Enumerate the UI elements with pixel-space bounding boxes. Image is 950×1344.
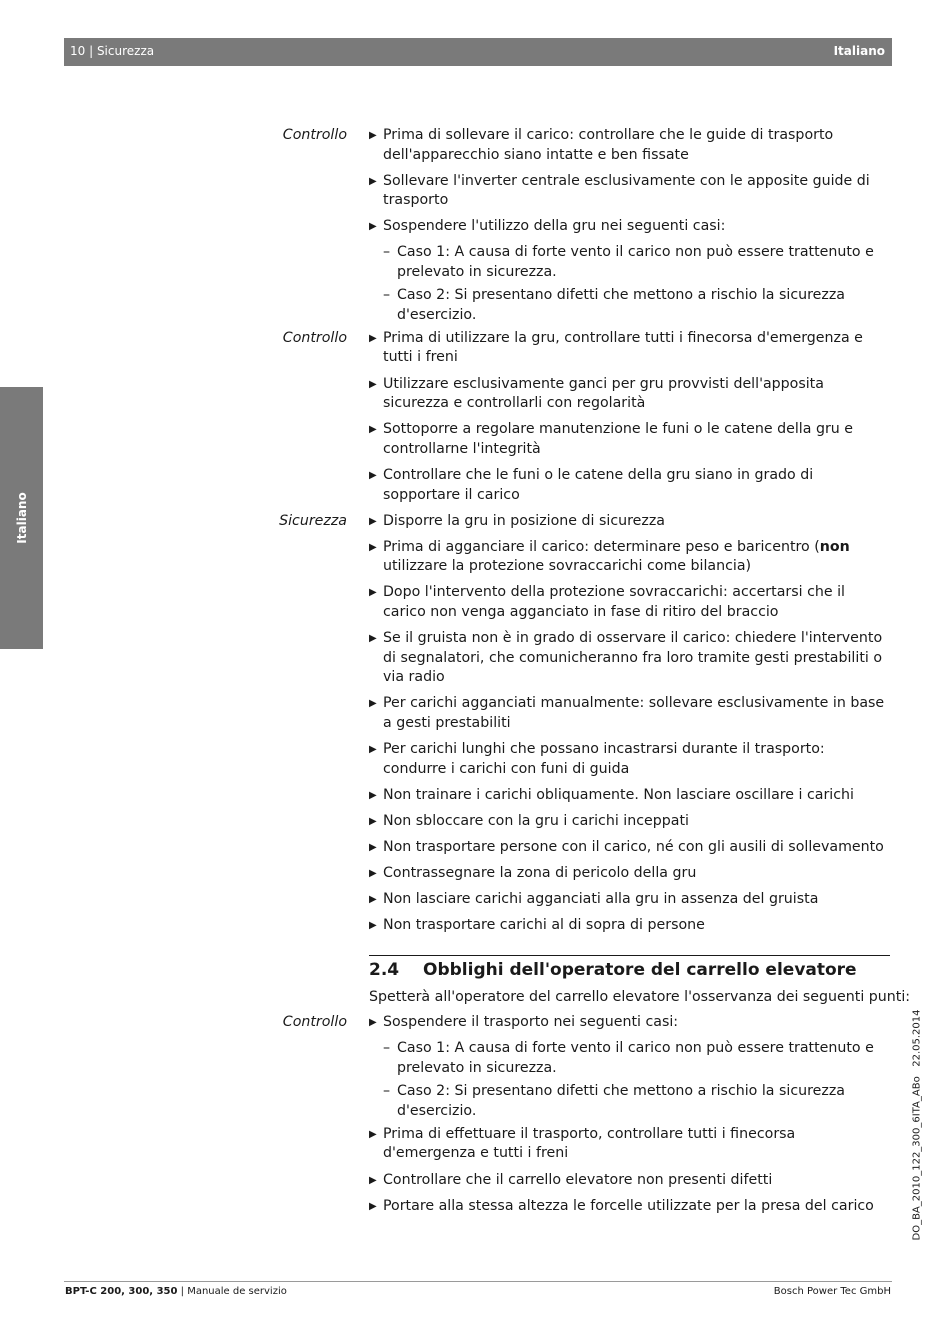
instruction-group: [0, 126, 950, 325]
list-item: ▶ Sollevare l'inverter centrale esclusivamente con le apposite guide di trasporto: [0, 172, 890, 211]
item-text-emphasis: non: [819, 538, 850, 555]
list-item: ▶ Non trasportare persone con il carico, né con gli ausili di sollevamento: [0, 838, 890, 858]
sub-list-item: – Caso 2: Si presentano difetti che mettono a rischio la sicurezza d'esercizio.: [0, 1082, 890, 1121]
section-heading: [369, 959, 950, 981]
footer-divider: [64, 1281, 892, 1282]
sub-list-item: – Caso 1: A causa di forte vento il carico non può essere trattenuto e prelevato in sicurezza.: [0, 243, 890, 282]
list-item: ▶ Non lasciare carichi agganciati alla gru in assenza del gruista: [0, 890, 890, 910]
section-divider: [369, 955, 890, 956]
page-header: [64, 38, 892, 66]
list-item: ▶ Per carichi lunghi che possano incastrarsi durante il trasporto: condurre i carichi con funi di guida: [0, 740, 890, 779]
list-item: ▶ Non trasportare carichi al di sopra di persone: [0, 916, 890, 936]
instruction-group: [0, 1013, 950, 1216]
section-number: 2.4: [369, 959, 400, 980]
section-title: Obblighi dell'operatore del carrello elevatore: [423, 959, 857, 980]
list-item: [0, 538, 890, 577]
header-section-title: 10 | Sicurezza: [70, 44, 155, 58]
group-label: Controllo: [282, 127, 347, 143]
list-item: ▶ Sottoporre a regolare manutenzione le funi o le catene della gru e controllarne l'integrità: [0, 420, 890, 459]
list-item: ▶ Non sbloccare con la gru i carichi inceppati: [0, 812, 890, 832]
header-language: Italiano: [833, 44, 885, 58]
group-label: Controllo: [282, 1014, 347, 1031]
list-item: ▶ Portare alla stessa altezza le forcelle utilizzate per la presa del carico: [0, 1197, 890, 1217]
list-item: ▶ Non trainare i carichi obliquamente. Non lasciare oscillare i carichi: [0, 786, 890, 806]
list-item: ▶ Controllare che il carrello elevatore non presenti difetti: [0, 1171, 890, 1191]
section-intro: Spetterà all'operatore del carrello elevatore l'osservanza dei seguenti punti:: [369, 988, 911, 1005]
side-tab-label: Italiano: [14, 492, 29, 544]
list-item: ▶ Se il gruista non è in grado di osservare il carico: chiedere l'intervento di segnalatori, che comunicheranno fra loro tramite gesti prestabiliti o via radio: [0, 629, 890, 688]
footer-company: Bosch Power Tec GmbH: [773, 1286, 891, 1297]
list-item: ▶ Sospendere l'utilizzo della gru nei seguenti casi:: [0, 217, 890, 237]
list-item: ▶ Controllare che le funi o le catene della gru siano in grado di sopportare il carico: [0, 466, 890, 505]
list-item: ▶ Dopo l'intervento della protezione sovraccarichi: accertarsi che il carico non venga agganciato in fase di ritiro del braccio: [0, 583, 890, 622]
list-item: ▶ Prima di sollevare il carico: controllare che le guide di trasporto dell'apparecchio siano intatte e ben fissate: [0, 126, 890, 165]
document-code-text: DO_BA_2010_122_300_6ITA_ABo 22.05.2014: [911, 1009, 923, 1241]
item-text-start: Prima di agganciare il carico: determinare peso e baricentro (: [383, 538, 820, 555]
footer-manual-name: | Manuale de servizio: [177, 1286, 287, 1297]
footer-product: [65, 1286, 287, 1297]
list-item: ▶ Utilizzare esclusivamente ganci per gru provvisti dell'apposita sicurezza e controllarli con regolarità: [0, 375, 890, 414]
list-item: ▶ Prima di effettuare il trasporto, controllare tutti i finecorsa d'emergenza e tutti i freni: [0, 1125, 890, 1164]
list-item: ▶ Sospendere il trasporto nei seguenti casi:: [0, 1013, 890, 1033]
list-item: ▶ Contrassegnare la zona di pericolo della gru: [0, 864, 890, 884]
list-item: ▶ Prima di utilizzare la gru, controllare tutti i finecorsa d'emergenza e tutti i freni: [0, 329, 890, 368]
sub-list-item: – Caso 1: A causa di forte vento il carico non può essere trattenuto e prelevato in sicurezza.: [0, 1039, 890, 1078]
item-text-end: utilizzare la protezione sovraccarichi come bilancia): [383, 558, 752, 575]
group-label: Sicurezza: [279, 512, 347, 529]
page-content: [0, 126, 950, 1223]
list-item: ▶ Disporre la gru in posizione di sicurezza: [0, 512, 890, 532]
instruction-group: [0, 512, 950, 936]
footer-product-models: BPT-C 200, 300, 350: [65, 1286, 178, 1297]
sub-list-item: – Caso 2: Si presentano difetti che mettono a rischio la sicurezza d'esercizio.: [0, 286, 890, 325]
list-item: ▶ Per carichi agganciati manualmente: sollevare esclusivamente in base a gesti prestabiliti: [0, 694, 890, 733]
group-label: Controllo: [282, 329, 347, 346]
instruction-group: [0, 329, 950, 505]
